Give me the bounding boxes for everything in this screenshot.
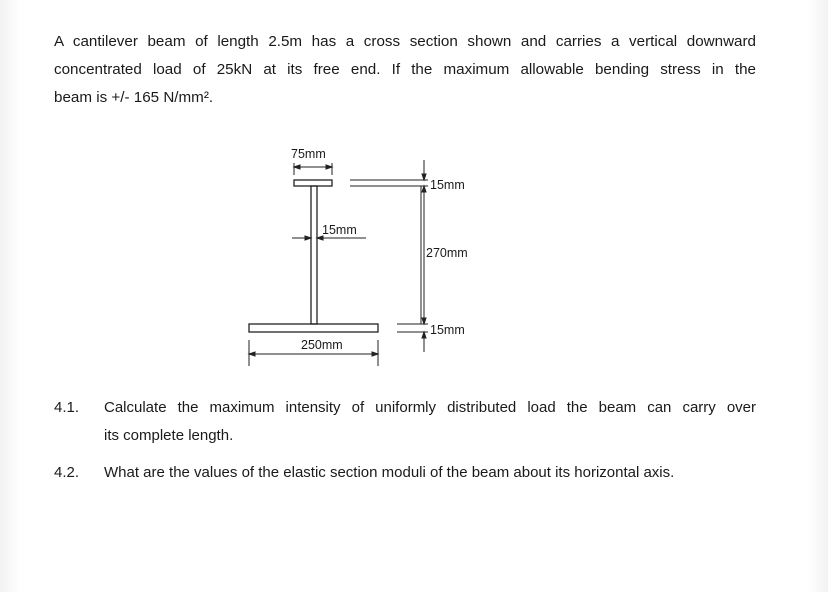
bottom-flange-thickness-dimension	[397, 318, 428, 352]
question-line: What are the values of the elastic section moduli of the beam about its horizontal axis.	[104, 464, 675, 481]
bottom-flange-width-label: 250mm	[301, 338, 343, 352]
bottom-flange	[249, 324, 378, 332]
problem-line: concentrated load of 25kN at its free end. If the maximum allowable bending stress in the	[54, 61, 756, 78]
bottom-flange-thickness-label: 15mm	[430, 323, 465, 337]
question-line: its complete length.	[104, 427, 234, 444]
top-flange	[294, 180, 332, 186]
question-number: 4.2.	[54, 464, 80, 481]
top-flange-thickness-dimension	[350, 160, 428, 324]
question-number: 4.1.	[54, 399, 80, 416]
problem-line: A cantilever beam of length 2.5m has a cross section shown and carries a vertical downward	[54, 33, 756, 50]
problem-line: beam is +/- 165 N/mm².	[54, 89, 214, 106]
question-text	[104, 394, 756, 450]
question-text	[104, 459, 756, 487]
web	[311, 186, 317, 324]
web-thickness-label: 15mm	[322, 223, 357, 237]
question-line: Calculate the maximum intensity of uniformly distributed load the beam can carry over	[104, 399, 756, 416]
top-flange-thickness-label: 15mm	[430, 178, 465, 192]
top-flange-width-label: 75mm	[291, 147, 326, 161]
top-flange-width-dimension	[294, 163, 332, 175]
web-height-label: 270mm	[426, 246, 468, 260]
